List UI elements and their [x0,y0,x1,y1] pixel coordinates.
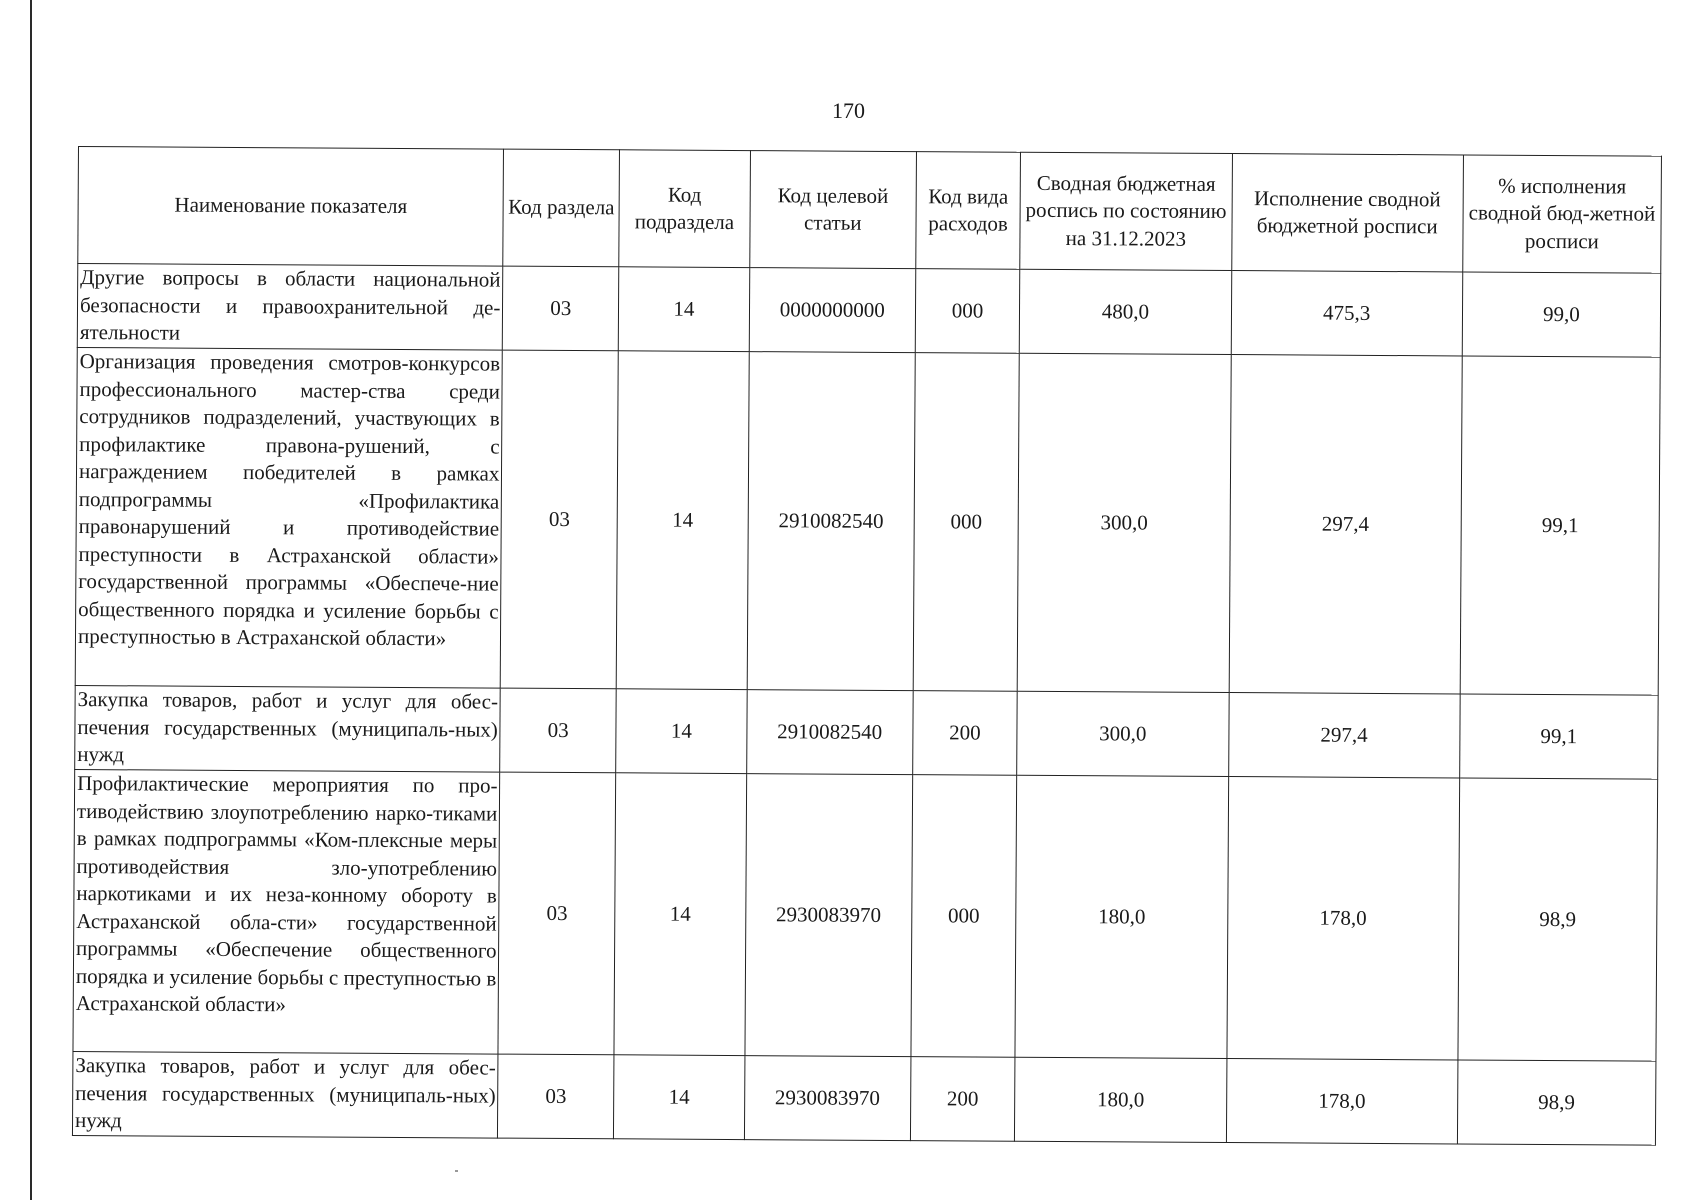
table-row [75,685,1658,779]
expense-type-code-cell: 200 [910,1057,1015,1142]
execution-amount-cell: 297,4 [1229,355,1462,694]
header-section-code: Код раздела [503,149,619,267]
section-code-cell: 03 [503,266,619,351]
budget-amount-cell: 180,0 [1015,1057,1227,1142]
header-target-article-code: Код целевой статьи [750,151,917,269]
execution-amount-cell: 178,0 [1226,777,1459,1060]
execution-percent-cell: 98,9 [1457,1060,1656,1145]
expense-type-code-cell: 000 [913,353,1020,692]
subsection-code-cell: 14 [616,689,747,774]
header-budget-schedule: Сводная бюджетная роспись по состоянию на 31.12.2023 [1020,152,1232,270]
header-execution-percent: % исполнения сводной бюд-жетной росписи [1463,155,1662,273]
subsection-code-cell: 14 [616,351,749,690]
indicator-name: Закупка товаров, работ и услуг для обес-печения государственных (муниципаль-ных) нужд [74,1053,496,1133]
subsection-code-cell: 14 [618,267,749,352]
header-indicator-name: Наименование показателя [78,147,504,267]
target-article-code-cell: 2930083970 [744,1056,910,1141]
budget-amount-cell: 300,0 [1018,353,1231,692]
execution-percent-cell: 99,1 [1459,694,1658,779]
execution-percent-cell: 99,1 [1460,356,1660,695]
budget-amount-cell: 480,0 [1020,269,1232,354]
expense-type-code-cell: 000 [911,775,1017,1058]
execution-amount-cell: 178,0 [1226,1059,1458,1144]
section-code-cell: 03 [501,350,619,689]
section-code-cell: 03 [498,1054,614,1139]
target-article-code-cell: 2910082540 [746,690,912,775]
subsection-code-cell: 14 [614,1055,745,1140]
table-row [73,769,1658,1061]
header-expense-type-code: Код вида расходов [916,152,1021,270]
target-article-code-cell: 2910082540 [747,352,915,691]
header-budget-execution: Исполнение сводной бюджетной росписи [1231,154,1463,272]
indicator-name-cell [75,347,502,688]
indicator-name: Профилактические мероприятия по про-тиводействию злоупотреблению нарко-тиками в рамках подпрограммы «Ком-плексные меры противодействия зло-употреблению наркотиками и их неза-конному обороту в Астраханской обла-сти» государственной программы «Обеспечение общественного порядка и усиление борьбы с преступностью в Астраханской области» [75,771,498,1017]
execution-amount-cell: 475,3 [1231,271,1463,356]
indicator-name: Закупка товаров, работ и услуг для обес-печения государственных (муниципаль-ных) нужд [77,687,499,767]
target-article-code-cell: 2930083970 [745,774,913,1057]
section-code-cell: 03 [498,772,615,1055]
header-subsection-code: Код подраздела [619,150,750,268]
indicator-name-cell [75,685,501,772]
table-row [77,264,1660,358]
scan-speck [455,1170,458,1172]
table-row [72,1051,1655,1145]
execution-percent-cell: 99,0 [1462,272,1661,357]
execution-amount-cell: 297,4 [1228,693,1460,778]
table-header-row [78,147,1662,274]
section-code-cell: 03 [500,688,616,773]
expense-type-code-cell: 000 [915,269,1020,354]
budget-amount-cell: 180,0 [1015,775,1228,1058]
table-row [75,347,1660,695]
execution-percent-cell: 98,9 [1458,778,1658,1061]
indicator-name-cell [73,769,500,1054]
page-number: 170 [832,98,865,123]
page-binding-line [30,0,32,1200]
indicator-name-cell [72,1051,498,1138]
budget-amount-cell: 300,0 [1017,691,1229,776]
indicator-name-cell [77,264,503,351]
subsection-code-cell: 14 [614,773,746,1056]
indicator-name: Организация проведения смотров-конкурсов профессионального мастер-ства среди сотрудников подразделений, участвующих в профилактике правона-рушений, с награждением победителей в рамках подпрограммы «Профилактика правонарушений и противодействие преступности в Астраханской области» государственной программы «Обеспече-ние общественного порядка и усиление борьбы с преступностью в Астраханской области» [77,349,501,651]
expense-type-code-cell: 200 [912,691,1017,776]
target-article-code-cell: 0000000000 [749,268,915,353]
indicator-name: Другие вопросы в области национальной безопасности и правоохранительной де-ятельности [79,265,501,345]
budget-execution-table [72,146,1662,1146]
